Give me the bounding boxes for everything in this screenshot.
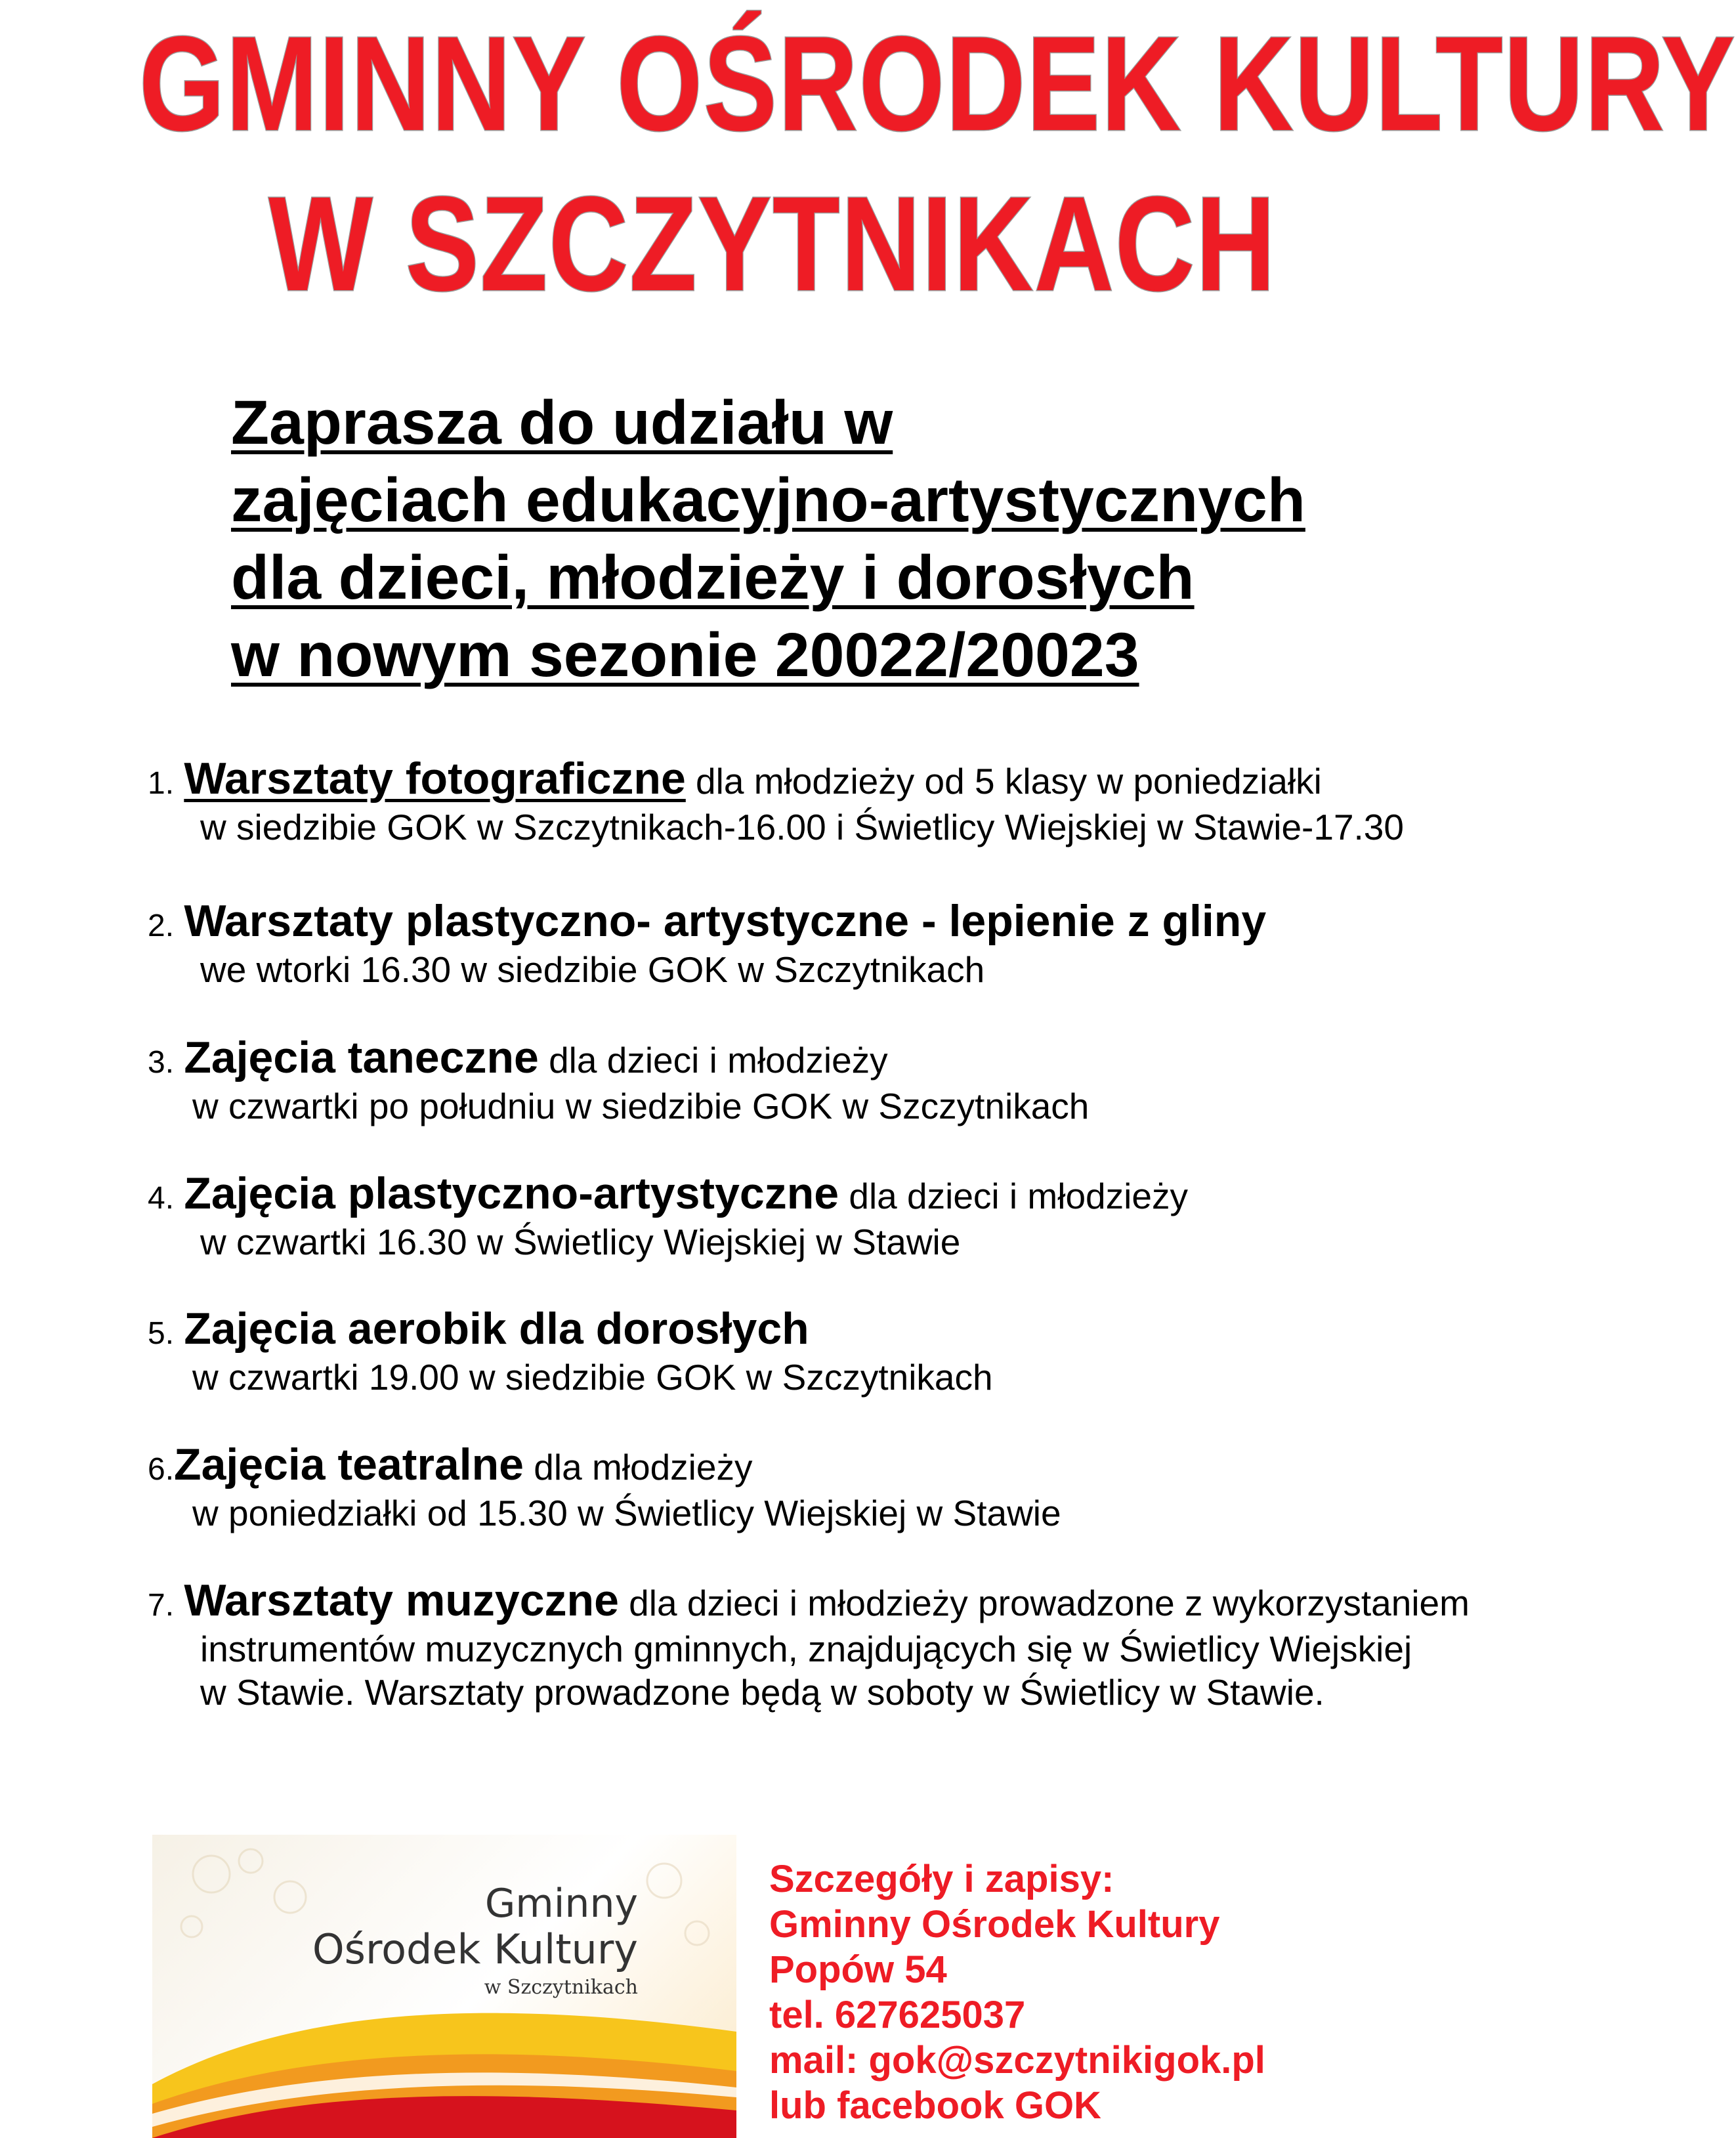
item-detail: w czwartki po południu w siedzibie GOK w Szczytnikach bbox=[192, 1086, 1090, 1126]
logo-swoosh-graphic bbox=[152, 1835, 736, 2138]
contact-heading: Szczegóły i zapisy: bbox=[769, 1858, 1114, 1900]
header-title-line2: W SZCZYTNIKACH bbox=[268, 169, 1277, 319]
gok-logo bbox=[152, 1835, 736, 2138]
item-title: Zajęcia teatralne bbox=[174, 1440, 524, 1489]
contact-facebook: lub facebook GOK bbox=[769, 2084, 1101, 2127]
list-item-art bbox=[148, 1168, 1533, 1264]
item-number: 5. bbox=[148, 1316, 175, 1351]
item-desc: dla dzieci i młodzieży bbox=[839, 1176, 1188, 1216]
logo-text-line3: w Szczytnikach bbox=[484, 1976, 638, 1999]
invitation-subtitle bbox=[231, 384, 1511, 694]
item-number: 3. bbox=[148, 1045, 175, 1080]
item-detail: instrumentów muzycznych gminnych, znajdujących się w Świetlicy Wiejskiej bbox=[200, 1629, 1412, 1669]
item-detail: w siedzibie GOK w Szczytnikach-16.00 i Świetlicy Wiejskiej w Stawie-17.30 bbox=[200, 807, 1404, 847]
contact-info bbox=[769, 1856, 1265, 2128]
contact-email: mail: gok@szczytnikigok.pl bbox=[769, 2039, 1265, 2082]
list-item-music bbox=[148, 1575, 1533, 1714]
item-title: Zajęcia plastyczno-artystyczne bbox=[184, 1168, 839, 1218]
subtitle-line: dla dzieci, młodzieży i dorosłych bbox=[231, 543, 1195, 612]
item-number: 1. bbox=[148, 766, 175, 801]
list-item-dance bbox=[148, 1033, 1533, 1128]
item-title: Warsztaty muzyczne bbox=[184, 1575, 619, 1625]
item-title: Warsztaty fotograficzne bbox=[184, 754, 686, 803]
item-detail: w czwartki 16.30 w Świetlicy Wiejskiej w Stawie bbox=[200, 1222, 961, 1262]
logo-text-line2: Ośrodek Kultury bbox=[312, 1925, 638, 1973]
contact-org: Gminny Ośrodek Kultury bbox=[769, 1903, 1220, 1946]
list-item-photography bbox=[148, 754, 1533, 849]
header-title-line1: GMINNY OŚRODEK KULTURY bbox=[138, 9, 1736, 159]
item-detail: w Stawie. Warsztaty prowadzone będą w soboty w Świetlicy w Stawie. bbox=[200, 1672, 1324, 1713]
subtitle-line: w nowym sezonie 20022/20023 bbox=[231, 620, 1139, 690]
subtitle-line: zajęciach edukacyjno-artystycznych bbox=[231, 465, 1305, 535]
list-item-theatre bbox=[148, 1440, 1533, 1535]
contact-address: Popów 54 bbox=[769, 1948, 947, 1991]
list-item-aerobic bbox=[148, 1304, 1533, 1399]
item-number: 2. bbox=[148, 909, 175, 943]
item-number: 6. bbox=[148, 1452, 175, 1487]
subtitle-line: Zaprasza do udziału w bbox=[231, 388, 893, 458]
item-detail: we wtorki 16.30 w siedzibie GOK w Szczytnikach bbox=[200, 949, 985, 990]
item-title: Zajęcia aerobik dla dorosłych bbox=[184, 1304, 809, 1354]
item-desc: dla młodzieży od 5 klasy w poniedziałki bbox=[685, 761, 1322, 802]
item-desc: dla młodzieży bbox=[523, 1447, 753, 1487]
item-desc: dla dzieci i młodzieży prowadzone z wykorzystaniem bbox=[618, 1583, 1470, 1623]
list-item-clay bbox=[148, 896, 1533, 991]
item-detail: w czwartki 19.00 w siedzibie GOK w Szczytnikach bbox=[192, 1357, 993, 1398]
item-title: Zajęcia taneczne bbox=[184, 1033, 539, 1082]
logo-text-line1: Gminny bbox=[484, 1881, 638, 1927]
item-desc: dla dzieci i młodzieży bbox=[538, 1040, 888, 1080]
item-detail: w poniedziałki od 15.30 w Świetlicy Wiejskiej w Stawie bbox=[192, 1493, 1061, 1533]
item-number: 7. bbox=[148, 1588, 175, 1623]
item-title: Warsztaty plastyczno- artystyczne - lepienie z gliny bbox=[184, 896, 1267, 946]
contact-phone: tel. 627625037 bbox=[769, 1994, 1026, 2036]
item-number: 4. bbox=[148, 1181, 175, 1216]
